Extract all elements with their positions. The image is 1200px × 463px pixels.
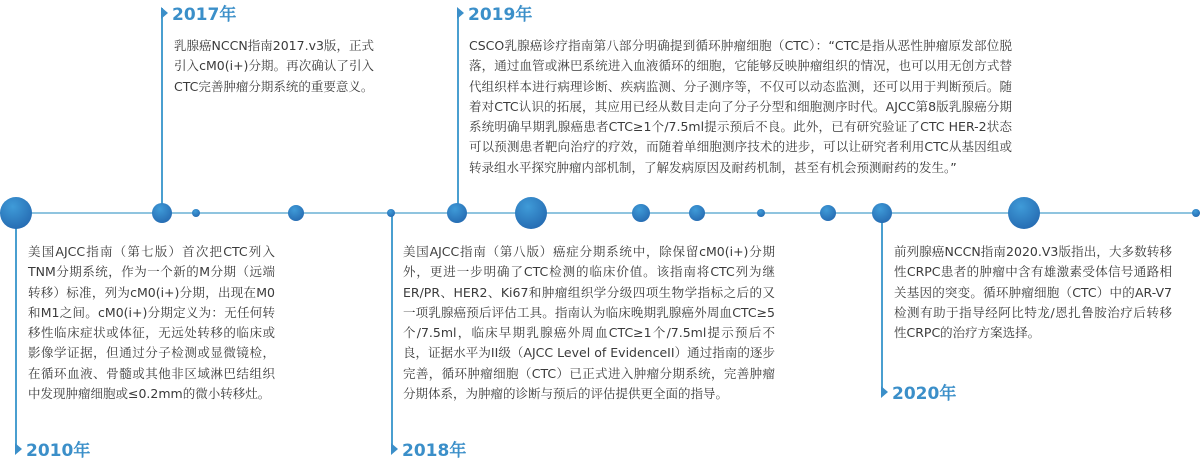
triangle-marker-icon: [457, 7, 464, 19]
event-2020-text: 前列腺癌NCCN指南2020.V3版指出，大多数转移性CRPC患者的肿瘤中含有雄激素受体信号通路相关基因的突变。循环肿瘤细胞（CTC）中的AR-V7检测有助于指导经阿比特龙/恩扎鲁胺治疗后转移性CRPC的治疗方案选择。: [894, 244, 1172, 341]
triangle-marker-icon: [15, 443, 22, 455]
timeline-node: [872, 203, 892, 223]
event-2019-text: CSCO乳腺癌诊疗指南第八部分明确提到循环肿瘤细胞（CTC）：“CTC是指从恶性肿瘤原发部位脱落，通过血管或淋巴系统进入血液循环的细胞，它能够反映肿瘤组织的情况，也可以用无创方式替代组织样本进行病理诊断、疾病监测、分子测序等，不仅可以动态监测，还可以用于判断预后。随着对CTC认识的拓展，其应用已经从数目走向了分子分型和细胞测序时代。AJCC第8版乳腺癌分期系统明确早期乳腺癌患者CTC≥1个/7.5ml提示预后不良。此外，已有研究验证了CTC HER-2状态可以预测患者靶向治疗的疗效，而随着单细胞测序技术的进步，可以让研究者利用CTC从基因组或转录组水平探究肿瘤内部机制，了解发病原因及耐药机制，甚至有机会预测耐药的发生。”: [469, 38, 1012, 175]
timeline-node: [689, 205, 705, 221]
connector-2017: [161, 8, 163, 213]
timeline-node: [1192, 209, 1200, 217]
timeline-node: [192, 209, 200, 217]
event-2010-text: 美国AJCC指南（第七版）首次把CTC列入 TNM分期系统，作为一个新的M分期（远端转移）标准，列为cM0(i+)分期，出现在M0和M1之间。cM0(i+)分期定义为：无任何转移性临床症状或体征，无远处转移的临床或影像学证据，但通过分子检测或显微镜检，在循环血液、骨髓或其他非区域淋巴结组织中发现肿瘤细胞或≤0.2mm的微小转移灶。: [28, 244, 275, 402]
connector-2019: [457, 10, 459, 213]
event-2018-year: 2018年: [391, 441, 466, 461]
timeline-node: [757, 209, 765, 217]
timeline-node: [447, 203, 467, 223]
timeline-node: [632, 204, 650, 222]
event-2010-year: 2010年: [15, 441, 90, 461]
event-2017-year: 2017年: [161, 5, 236, 25]
connector-2010: [15, 213, 17, 451]
timeline-node: [820, 205, 836, 221]
triangle-marker-icon: [881, 386, 888, 398]
timeline-node: [515, 197, 547, 229]
connector-2020: [881, 213, 883, 393]
connector-2018: [391, 213, 393, 451]
timeline-node: [288, 205, 304, 221]
event-2019-year: 2019年: [457, 5, 532, 25]
event-2017-text: 乳腺癌NCCN指南2017.v3版，正式引入cM0(i+)分期。再次确认了引入CTC完善肿瘤分期系统的重要意义。: [174, 38, 374, 94]
triangle-marker-icon: [391, 443, 398, 455]
event-2018-text: 美国AJCC指南（第八版）癌症分期系统中，除保留cM0(i+)分期外，更进一步明确了CTC检测的临床价值。该指南将CTC列为继ER/PR、HER2、Ki67和肿瘤组织学分级四项生物学指标之后的又一项乳腺癌预后评估工具。指南认为临床晚期乳腺癌外周血CTC≥5个/7.5ml，临床早期乳腺癌外周血CTC≥1个/7.5ml提示预后不良，证据水平为II级（AJCC Level of EvidenceII）通过指南的逐步完善，循环肿瘤细胞（CTC）已正式进入肿瘤分期系统，完善肿瘤分期体系，为肿瘤的诊断与预后的评估提供更全面的指导。: [403, 244, 775, 402]
timeline-node: [152, 203, 172, 223]
timeline-node: [387, 209, 395, 217]
event-2020-year: 2020年: [881, 384, 956, 404]
timeline-node: [1008, 197, 1040, 229]
timeline-node: [0, 197, 32, 229]
triangle-marker-icon: [161, 7, 168, 19]
